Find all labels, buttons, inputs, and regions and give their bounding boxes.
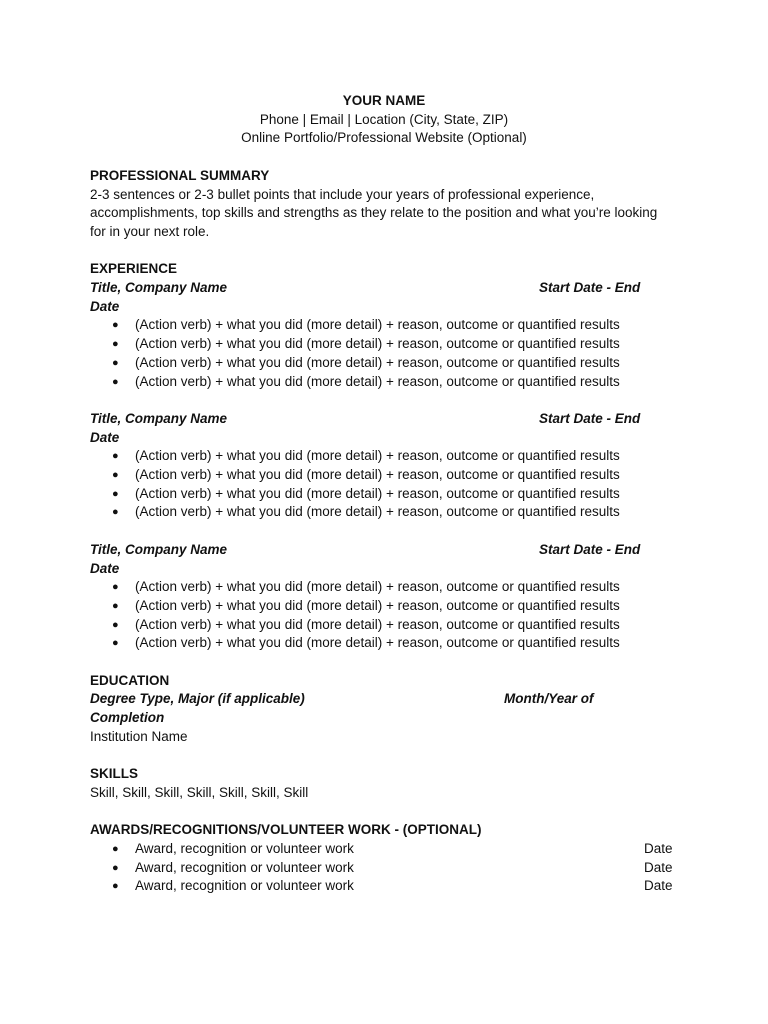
bullet-icon: ● (112, 880, 119, 893)
list-item (90, 485, 680, 504)
job-date: Start Date - End (539, 541, 641, 557)
bullet-icon: ● (112, 581, 119, 594)
awards-heading: AWARDS/RECOGNITIONS/VOLUNTEER WORK - (OPTIONAL) (90, 822, 482, 838)
bullet-icon: ● (112, 506, 119, 519)
bullet-icon: ● (112, 637, 119, 650)
bullet-icon: ● (112, 319, 119, 332)
job-header (90, 541, 680, 560)
education-heading: EDUCATION (90, 672, 170, 688)
bullet-text: (Action verb) + what you did (more detail) + reason, outcome or quantified results (135, 597, 620, 613)
bullet-text: (Action verb) + what you did (more detail) + reason, outcome or quantified results (135, 336, 620, 352)
award-text: Award, recognition or volunteer work (135, 878, 354, 894)
job-entry (90, 279, 680, 391)
job-title: Title, Company Name (90, 541, 228, 557)
list-item (90, 634, 680, 653)
bullet-text: (Action verb) + what you did (more detail) + reason, outcome or quantified results (135, 317, 620, 333)
award-text: Award, recognition or volunteer work (135, 841, 354, 857)
job-date-continued: Date (90, 560, 120, 576)
job-bullets (90, 447, 680, 522)
job-bullets (90, 578, 680, 653)
award-date: Date (644, 841, 673, 857)
resume-name: YOUR NAME (342, 93, 426, 108)
institution-name: Institution Name (90, 728, 188, 744)
completion-date-continued: Completion (90, 710, 165, 726)
awards-list (90, 840, 680, 896)
bullet-icon: ● (112, 338, 119, 351)
award-date: Date (644, 859, 673, 875)
bullet-icon: ● (112, 375, 119, 388)
list-item (90, 466, 680, 485)
completion-date: Month/Year of (504, 691, 594, 707)
summary-heading: PROFESSIONAL SUMMARY (90, 167, 270, 183)
list-item (90, 859, 680, 878)
job-header (90, 279, 680, 298)
bullet-text: (Action verb) + what you did (more detail) + reason, outcome or quantified results (135, 635, 620, 651)
degree-title: Degree Type, Major (if applicable) (90, 691, 305, 707)
job-entry (90, 410, 680, 522)
bullet-text: (Action verb) + what you did (more detail) + reason, outcome or quantified results (135, 467, 620, 483)
website-line: Online Portfolio/Professional Website (Optional) (241, 130, 527, 146)
list-item (90, 316, 680, 335)
bullet-icon: ● (112, 843, 119, 856)
bullet-icon: ● (112, 450, 119, 463)
list-item (90, 578, 680, 597)
bullet-icon: ● (112, 487, 119, 500)
award-date: Date (644, 878, 673, 894)
job-header (90, 410, 680, 429)
job-title: Title, Company Name (90, 280, 228, 295)
summary-line: accomplishments, top skills and strengths as they relate to the position and what you’re looking (90, 205, 658, 221)
job-date-continued: Date (90, 298, 120, 314)
contact-line: Phone | Email | Location (City, State, ZIP) (259, 111, 509, 127)
resume-page (90, 92, 680, 896)
list-item (90, 373, 680, 392)
bullet-text: (Action verb) + what you did (more detail) + reason, outcome or quantified results (135, 616, 620, 632)
list-item (90, 597, 680, 616)
bullet-icon: ● (112, 356, 119, 369)
list-item (90, 335, 680, 354)
bullet-icon: ● (112, 599, 119, 612)
bullet-text: (Action verb) + what you did (more detail) + reason, outcome or quantified results (135, 354, 620, 370)
summary-line: for in your next role. (90, 223, 210, 239)
list-item (90, 840, 680, 859)
award-text: Award, recognition or volunteer work (135, 859, 354, 875)
list-item (90, 354, 680, 373)
job-date: Start Date - End (539, 280, 641, 295)
job-title: Title, Company Name (90, 410, 228, 426)
job-date: Start Date - End (539, 410, 641, 426)
bullet-text: (Action verb) + what you did (more detail) + reason, outcome or quantified results (135, 579, 620, 595)
summary-line: 2-3 sentences or 2-3 bullet points that include your years of professional experience, (90, 186, 595, 202)
list-item (90, 616, 680, 635)
experience-heading: EXPERIENCE (90, 261, 178, 277)
list-item (90, 447, 680, 466)
job-entry (90, 541, 680, 653)
bullet-text: (Action verb) + what you did (more detail) + reason, outcome or quantified results (135, 504, 620, 520)
job-bullets (90, 316, 680, 391)
education-header (90, 690, 680, 709)
bullet-text: (Action verb) + what you did (more detail) + reason, outcome or quantified results (135, 373, 620, 389)
skills-heading: SKILLS (90, 766, 139, 782)
bullet-icon: ● (112, 861, 119, 874)
bullet-icon: ● (112, 469, 119, 482)
skills-list: Skill, Skill, Skill, Skill, Skill, Skill, Skill (90, 784, 309, 800)
job-date-continued: Date (90, 429, 120, 445)
list-item (90, 503, 680, 522)
list-item (90, 877, 680, 896)
bullet-text: (Action verb) + what you did (more detail) + reason, outcome or quantified results (135, 485, 620, 501)
bullet-text: (Action verb) + what you did (more detail) + reason, outcome or quantified results (135, 448, 620, 464)
bullet-icon: ● (112, 618, 119, 631)
